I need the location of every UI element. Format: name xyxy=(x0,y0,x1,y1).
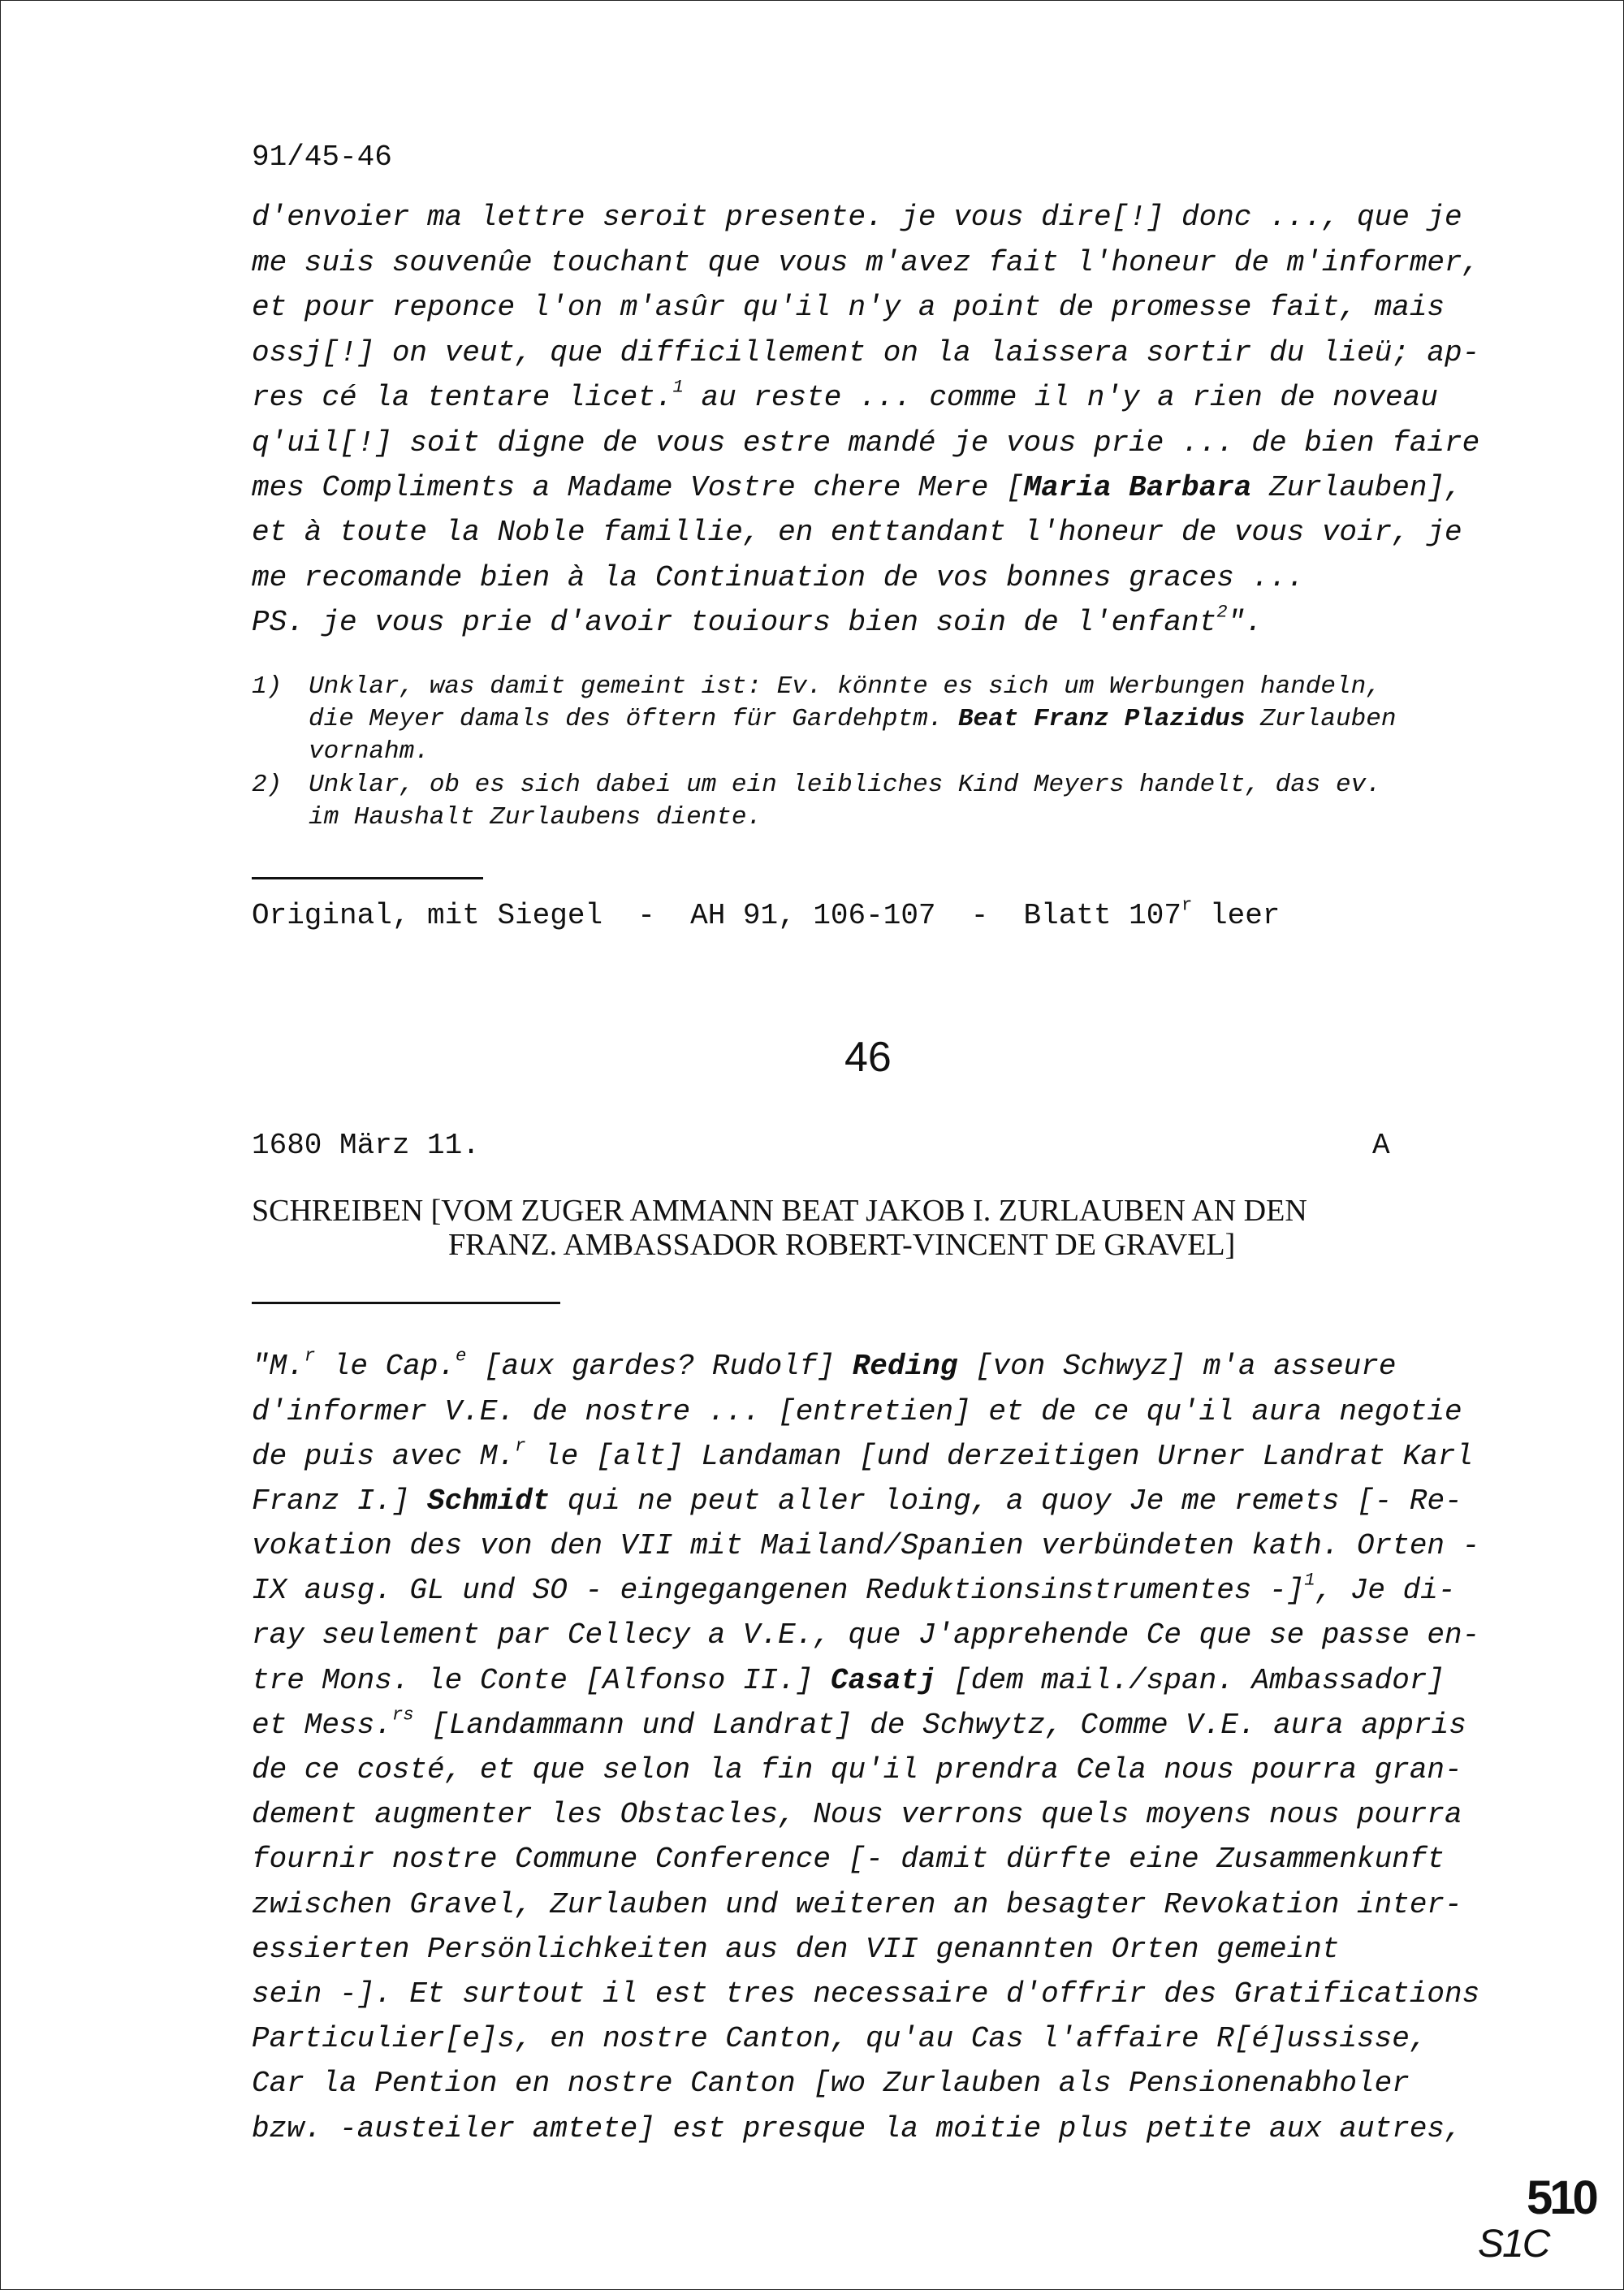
text-line: de ce costé, et que selon la fin qu'il prendra Cela nous pourra gran- xyxy=(252,1753,1462,1787)
document-type: A xyxy=(1372,1129,1390,1162)
footnote-line: im Haushalt Zurlaubens diente. xyxy=(309,803,762,832)
text-line: et Mess.$^{rs}$ [Landammann und Landrat] de Schwytz, Comme V.E. aura appris xyxy=(252,1704,1466,1742)
text-line: zwischen Gravel, Zurlauben und weiteren an besagter Revokation inter- xyxy=(252,1888,1462,1921)
divider xyxy=(252,1302,560,1304)
text-line: et pour reponce l'on m'asûr qu'il n'y a point de promesse fait, mais xyxy=(252,291,1445,324)
document-date: 1680 März 11. xyxy=(252,1129,480,1162)
text-line: d'informer V.E. de nostre ... [entretien] et de ce qu'il aura negotie xyxy=(252,1395,1462,1428)
divider xyxy=(252,877,483,879)
footnote-number: 2) xyxy=(252,771,283,799)
document-number: 46 xyxy=(844,1034,892,1081)
footnote-line: die Meyer damals des öftern für Gardehptm. Beat Franz Plazidus Zurlauben xyxy=(309,705,1397,733)
text-line: vokation des von den VII mit Mailand/Spanien verbündeten kath. Orten - xyxy=(252,1529,1480,1562)
text-line: dement augmenter les Obstacles, Nous verrons quels moyens nous pourra xyxy=(252,1798,1462,1831)
person-name: Reding xyxy=(852,1350,958,1383)
text-line: ray seulement par Cellecy a V.E., que J'apprehende Ce que se passe en- xyxy=(252,1618,1480,1652)
footnote-number: 1) xyxy=(252,672,283,701)
text-line: essierten Persönlichkeiten aus den VII genannten Orten gemeint xyxy=(252,1933,1340,1966)
text-line: d'envoier ma lettre seroit presente. je vous dire[!] donc ..., que je xyxy=(252,201,1462,234)
text-line: IX ausg. GL und SO - eingegangenen Reduktionsinstrumentes -]$^1$, Je di- xyxy=(252,1569,1456,1607)
footnote-line: vornahm. xyxy=(309,737,430,766)
handwritten-page-number: 510 xyxy=(1527,2171,1596,2224)
person-name: Schmidt xyxy=(427,1484,551,1518)
text-line: res cé la tentare licet.$^1$ au reste ... comme il n'y a rien de noveau xyxy=(252,376,1438,414)
text-line: de puis avec M.$^r$ le [alt] Landaman [und derzeitigen Urner Landrat Karl xyxy=(252,1435,1474,1473)
text-line: "M.$^r$ le Cap.$^e$ [aux gardes? Rudolf] Reding [von Schwyz] m'a asseure xyxy=(252,1345,1397,1383)
document-heading-line: SCHREIBEN [VOM ZUGER AMMANN BEAT JAKOB I. ZURLAUBEN AN DEN xyxy=(252,1194,1307,1228)
document-reference: 91/45-46 xyxy=(252,140,392,174)
footnote-ref-2: 2 xyxy=(1216,601,1228,623)
person-name: Beat Franz Plazidus xyxy=(957,705,1246,733)
text-line: tre Mons. le Conte [Alfonso II.] Casatj [dem mail./span. Ambassador] xyxy=(252,1664,1445,1697)
text-line: bzw. -austeiler amtete] est presque la moitie plus petite aux autres, xyxy=(252,2112,1462,2145)
text-line: sein -]. Et surtout il est tres necessaire d'offrir des Gratifications xyxy=(252,1977,1480,2011)
person-name: Maria Barbara xyxy=(1023,471,1252,504)
handwritten-mark: S1C xyxy=(1478,2223,1549,2266)
text-line: me recomande bien à la Continuation de vos bonnes graces ... xyxy=(252,561,1305,594)
footnote-line: Unklar, was damit gemeint ist: Ev. könnte es sich um Werbungen handeln, xyxy=(309,672,1381,701)
text-line: me suis souvenûe touchant que vous m'avez fait l'honeur de m'informer, xyxy=(252,246,1480,279)
text-line: Franz I.] Schmidt qui ne peut aller loing, a quoy Je me remets [- Re- xyxy=(252,1484,1462,1518)
footnote-ref-1: 1 xyxy=(672,376,684,398)
source-note: Original, mit Siegel - AH 91, 106-107 - Blatt 107$^r$ leer xyxy=(252,894,1281,932)
footnote-ref-1: 1 xyxy=(1304,1569,1315,1591)
text-line: Car la Pention en nostre Canton [wo Zurlauben als Pensionenabholer xyxy=(252,2067,1410,2100)
text-line: q'uil[!] soit digne de vous estre mandé je vous prie ... de bien faire xyxy=(252,426,1480,460)
text-line: mes Compliments a Madame Vostre chere Mere [Maria Barbara Zurlauben], xyxy=(252,471,1462,504)
document-heading-line: FRANZ. AMBASSADOR ROBERT-VINCENT DE GRAVEL] xyxy=(448,1228,1236,1262)
footnote-line: Unklar, ob es sich dabei um ein leibliches Kind Meyers handelt, das ev. xyxy=(309,771,1381,799)
text-line: ossj[!] on veut, que difficillement on la laissera sortir du lieü; ap- xyxy=(252,336,1480,369)
person-name: Casatj xyxy=(830,1664,936,1697)
text-line: Particulier[e]s, en nostre Canton, qu'au Cas l'affaire R[é]ussisse, xyxy=(252,2022,1427,2055)
text-line: PS. je vous prie d'avoir touiours bien soin de l'enfant$^2$". xyxy=(252,601,1263,639)
text-line: fournir nostre Commune Conference [- damit dürfte eine Zusammenkunft xyxy=(252,1843,1445,1876)
text-line: et à toute la Noble famillie, en enttandant l'honeur de vous voir, je xyxy=(252,516,1462,549)
